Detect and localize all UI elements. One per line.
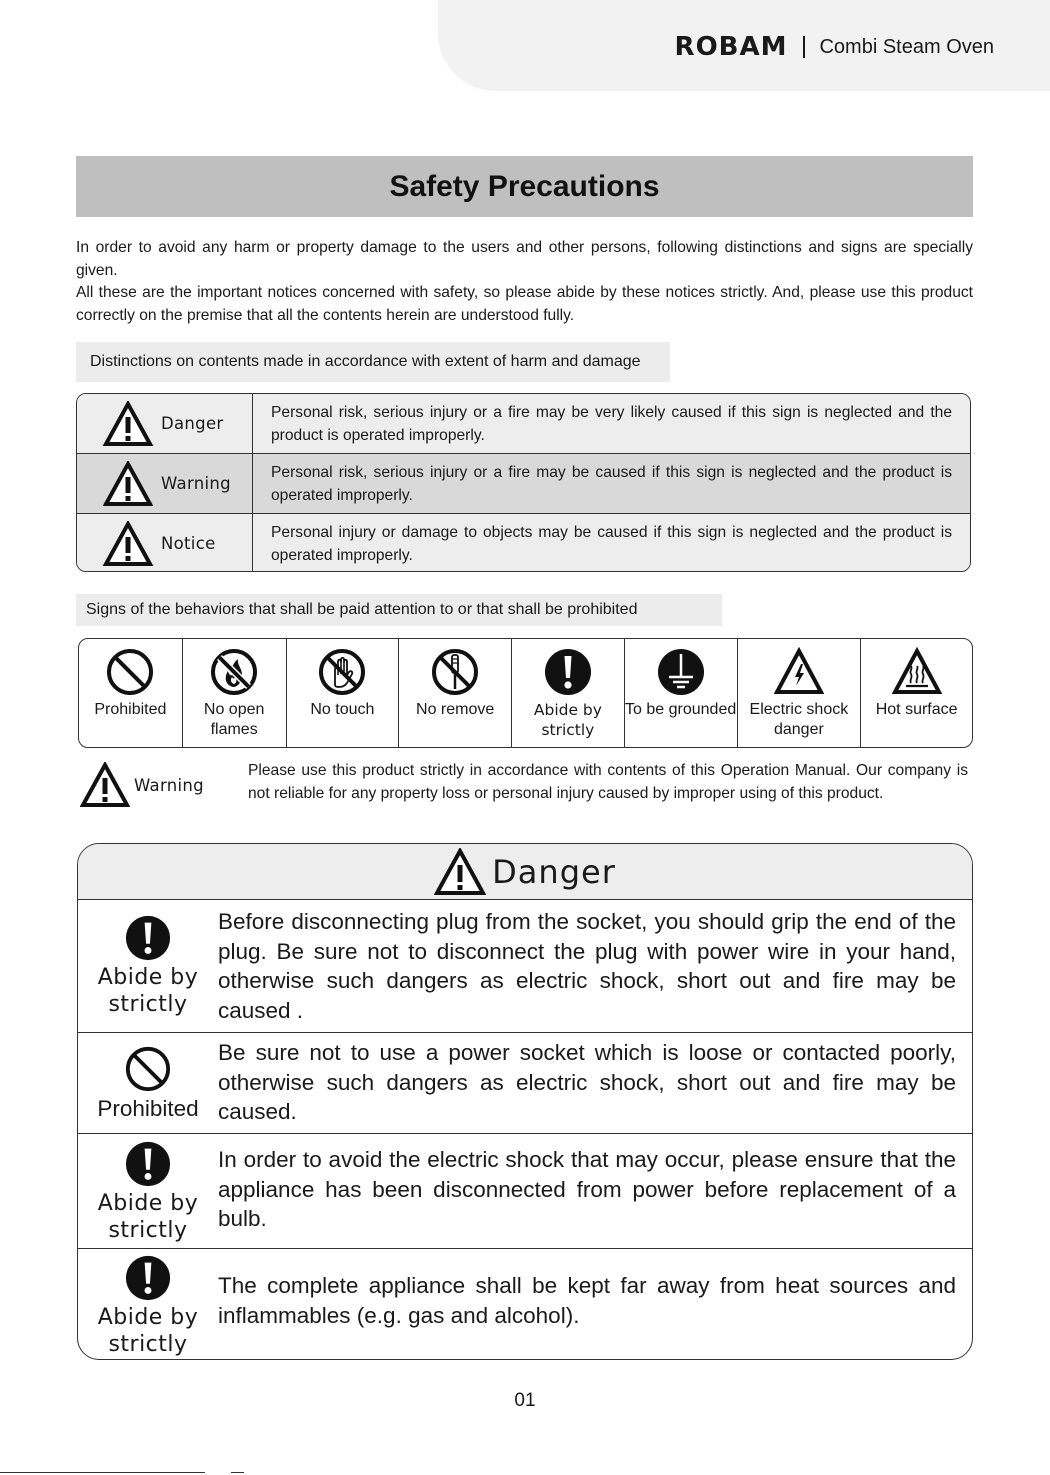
danger-item-text: Before disconnecting plug from the socket, you should grip the end of the plug. Be sure not to disconnect the plug with power wire in your hand, otherwise such dangers as electric shock, short out and fire may be caused . (218, 909, 956, 1023)
danger-panel (77, 843, 973, 1360)
warning-triangle-icon (434, 848, 486, 896)
prohibited-icon (105, 647, 155, 697)
sign-hot-surface (861, 639, 972, 747)
footer-rule (0, 1472, 205, 1473)
distinction-description: Personal risk, serious injury or a fire may be very likely caused if this sign is neglected and the product is operated improperly. (253, 394, 970, 453)
abide-by-strictly-icon (124, 1140, 172, 1188)
no-open-flames-icon (209, 647, 259, 697)
danger-item-icon-col (78, 900, 218, 1032)
danger-item-text: Be sure not to use a power socket which is loose or contacted poorly, otherwise such dangers as electric shock, short out and fire may be caused. (218, 1040, 956, 1124)
intro-paragraph: In order to avoid any harm or property damage to the users and other persons, following distinctions and signs are specially given. (76, 239, 973, 279)
danger-item-text: The complete appliance shall be kept far away from heat sources and inflammables (e.g. gas and alcohol). (218, 1273, 956, 1328)
sign-electric-shock-danger (738, 639, 862, 747)
danger-item (78, 1249, 972, 1360)
sign-label: Electric shock danger (749, 701, 849, 738)
sign-label: Abide by strictly (533, 701, 602, 739)
ground-icon (656, 647, 706, 697)
warning-triangle-icon (103, 401, 153, 447)
brand-header (675, 32, 994, 62)
intro-text (76, 237, 973, 327)
warning-triangle-icon (103, 461, 153, 507)
distinction-row-warning (77, 454, 970, 514)
sign-to-be-grounded (625, 639, 738, 747)
no-remove-icon (430, 647, 480, 697)
distinction-description: Personal risk, serious injury or a fire may be caused if this sign is neglected and the product is operated improperly. (253, 454, 970, 513)
warning-triangle-icon (80, 762, 130, 808)
abide-by-strictly-icon (124, 1254, 172, 1302)
abide-by-strictly-icon (124, 914, 172, 962)
distinction-label-cell (77, 394, 253, 453)
distinctions-heading: Distinctions on contents made in accordance with extent of harm and damage (76, 342, 670, 382)
hot-surface-icon (892, 647, 942, 697)
warning-label: Warning (134, 775, 204, 795)
sign-label: No touch (310, 701, 375, 718)
danger-item-label: Abide by strictly (97, 965, 199, 1017)
sign-no-touch (287, 639, 400, 747)
signs-heading: Signs of the behaviors that shall be paid attention to or that shall be prohibited (76, 594, 722, 626)
distinction-label-cell (77, 514, 253, 572)
distinction-label: Notice (161, 534, 216, 553)
sign-no-remove (399, 639, 512, 747)
danger-item (78, 1033, 972, 1134)
warning-sign (80, 762, 204, 808)
danger-item-icon-col (78, 1134, 218, 1248)
danger-item-icon-col (78, 1249, 218, 1360)
electric-shock-icon (774, 647, 824, 697)
sign-prohibited (79, 639, 183, 747)
sign-label: No open flames (203, 701, 265, 738)
distinction-label-cell (77, 454, 253, 513)
danger-header (78, 844, 972, 900)
brand-logo: ROBAM (674, 32, 788, 62)
intro-paragraph: All these are the important notices concerned with safety, so please abide by these notices strictly. And, please use this product correctly on the premise that all the contents herein are understood fully. (76, 284, 973, 324)
sign-label: Hot surface (875, 701, 958, 718)
sign-label: To be grounded (625, 701, 737, 718)
danger-item-icon-col (78, 1033, 218, 1133)
signs-table (78, 638, 973, 748)
footer-rule (231, 1472, 244, 1473)
warning-note (80, 760, 970, 830)
danger-item-label: Abide by strictly (97, 1305, 199, 1357)
distinction-row-danger (77, 394, 970, 454)
brand-separator (803, 36, 805, 58)
page-title: Safety Precautions (389, 169, 660, 203)
distinction-description: Personal injury or damage to objects may be caused if this sign is neglected and the product is operated improperly. (253, 514, 970, 572)
prohibited-icon (124, 1045, 172, 1093)
sign-no-open-flames (183, 639, 287, 747)
danger-title: Danger (492, 852, 616, 891)
distinctions-table (76, 393, 971, 572)
page-number: 01 (514, 1390, 536, 1411)
danger-item (78, 1134, 972, 1249)
product-name: Combi Steam Oven (819, 35, 994, 58)
danger-item-text: In order to avoid the electric shock that may occur, please ensure that the appliance has been disconnected from power before replacement of a bulb. (218, 1147, 956, 1231)
no-touch-icon (317, 647, 367, 697)
abide-by-strictly-icon (543, 647, 593, 697)
distinction-label: Warning (161, 474, 231, 493)
warning-triangle-icon (103, 521, 153, 567)
distinction-row-notice (77, 514, 970, 572)
danger-item-label: Prohibited (97, 1096, 199, 1121)
title-bar (76, 156, 973, 217)
danger-item-label: Abide by strictly (97, 1191, 199, 1243)
sign-label: No remove (416, 701, 495, 718)
sign-label: Prohibited (94, 701, 167, 718)
danger-item (78, 900, 972, 1033)
distinction-label: Danger (161, 414, 224, 433)
warning-text: Please use this product strictly in accordance with contents of this Operation Manual. Our company is not reliable for any property loss or personal injury caused by improper using of this product. (248, 762, 968, 802)
sign-abide-by-strictly (512, 639, 625, 747)
